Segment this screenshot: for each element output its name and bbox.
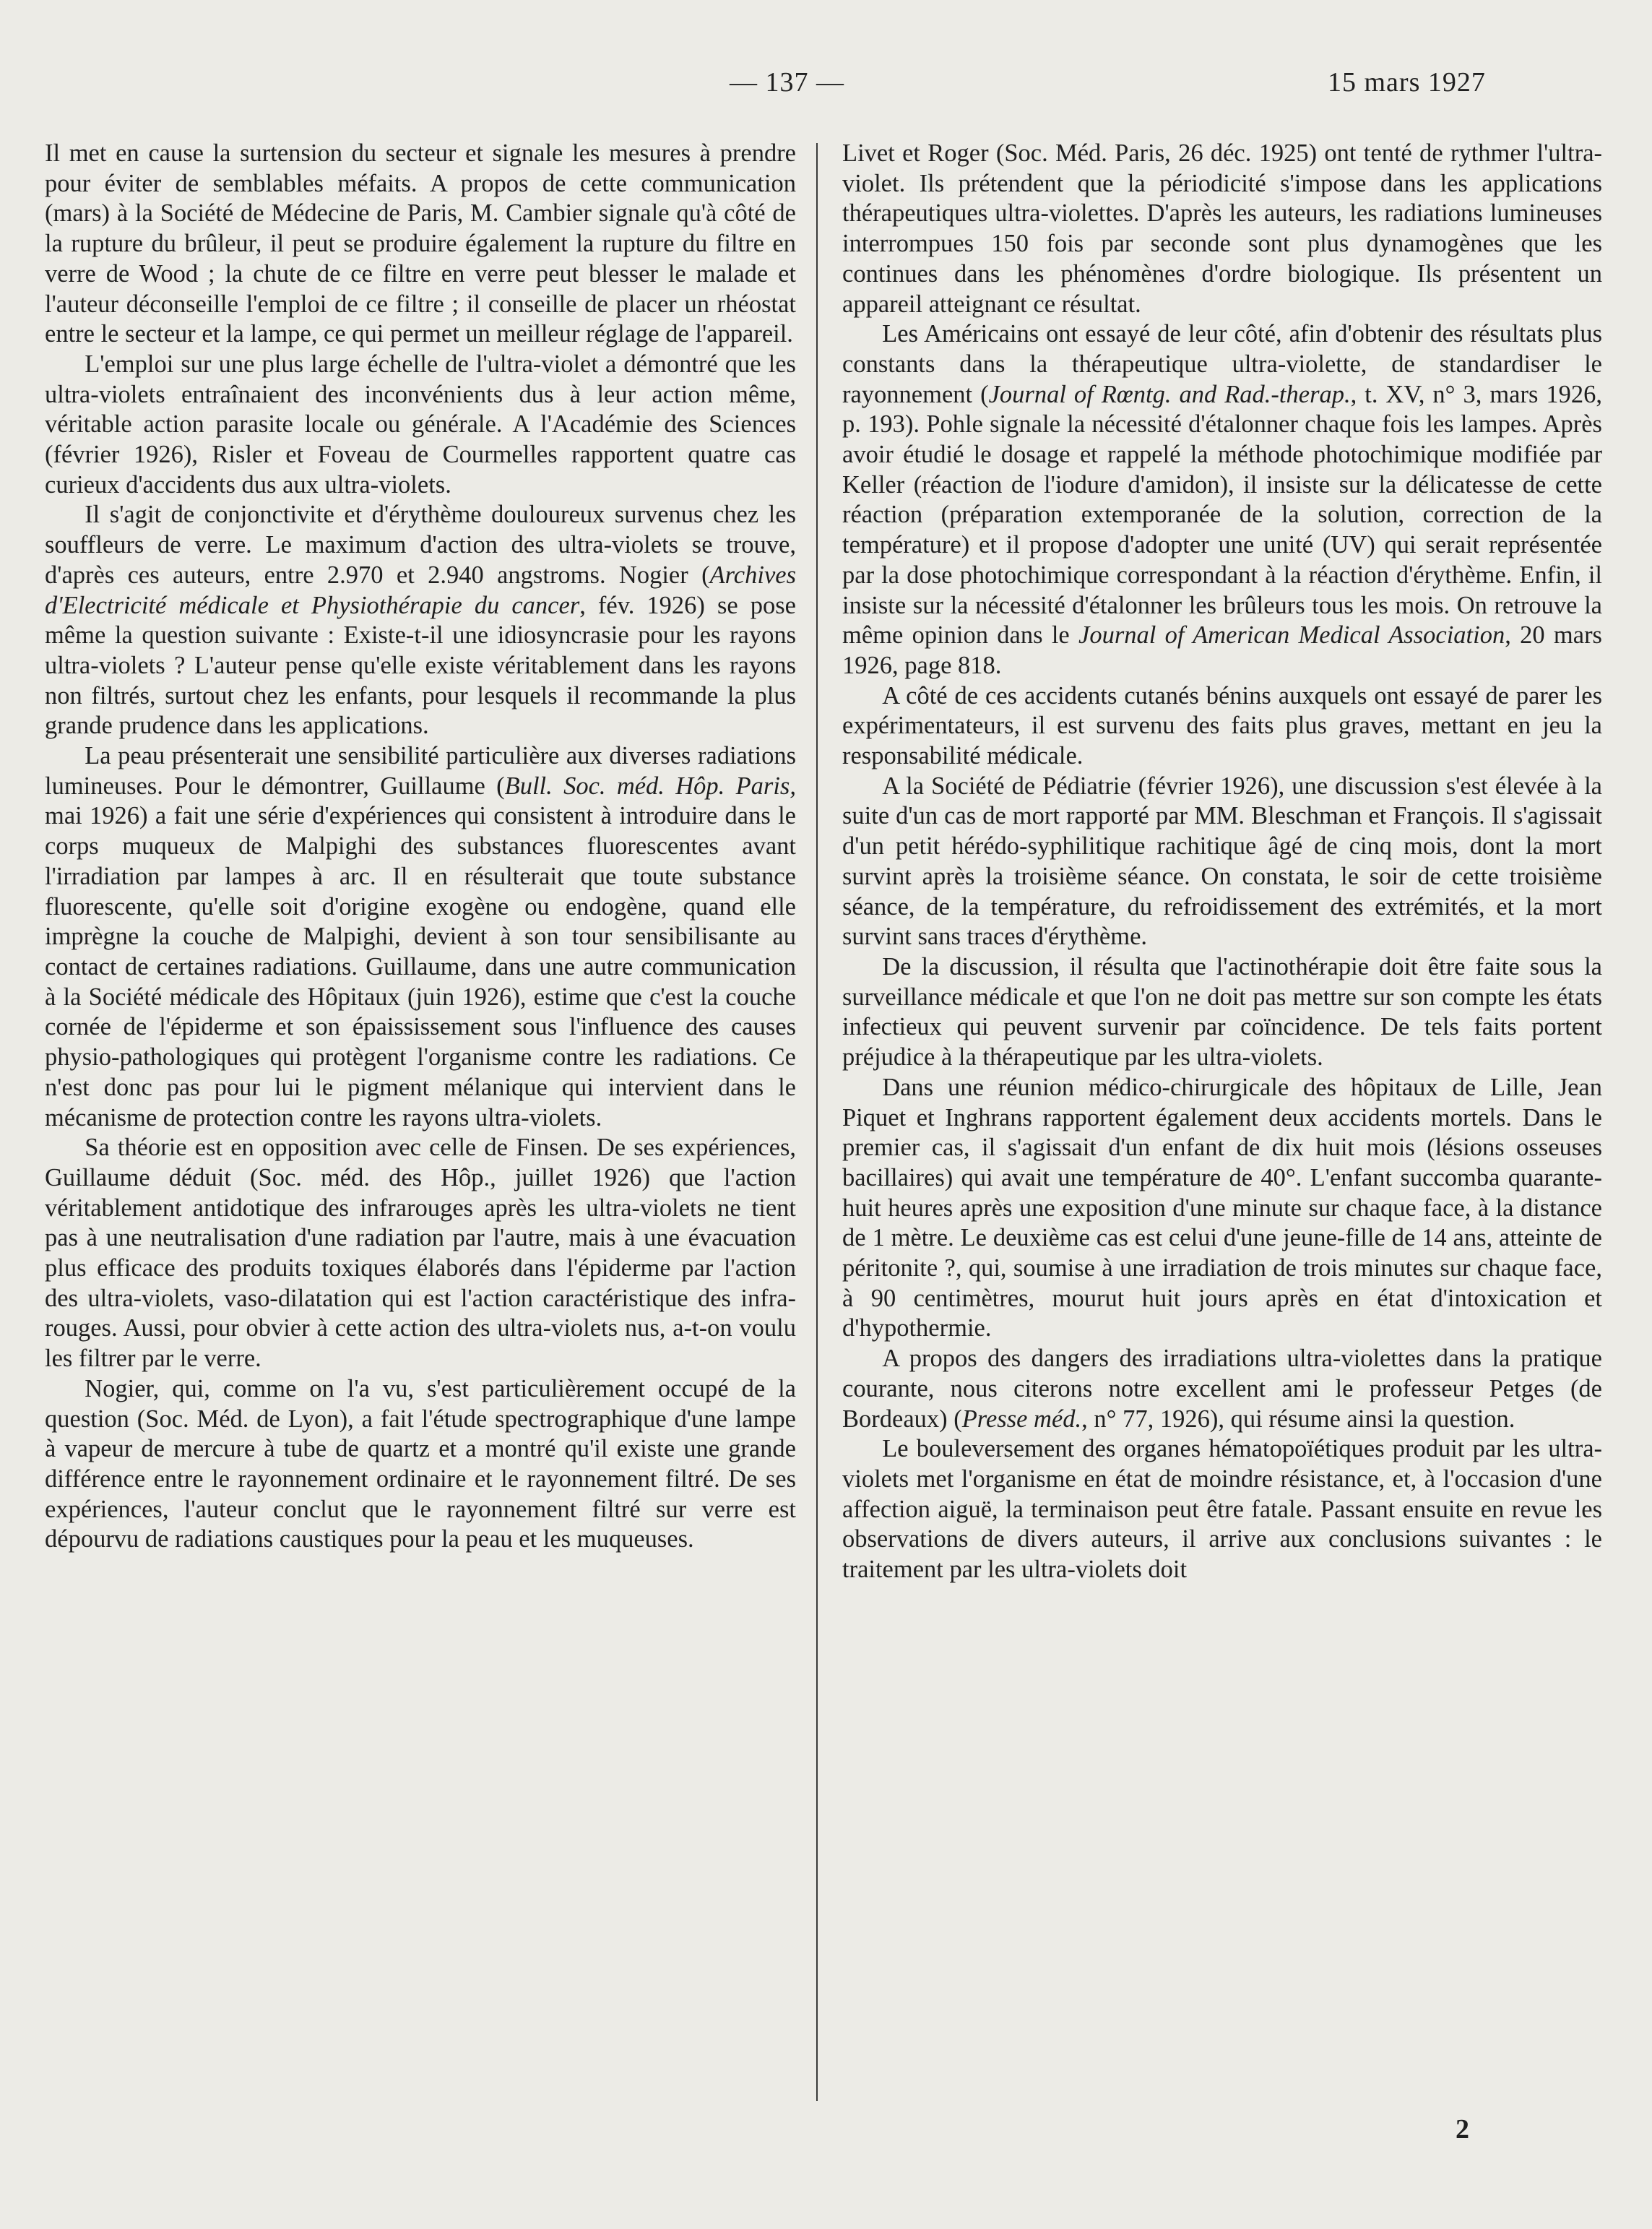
text-run: , 20 mars 1926, page 818.	[842, 621, 1602, 679]
text-run: Nogier, qui, comme on l'a vu, s'est particulièrement occupé de la question (Soc. Méd. de Lyon), a fait l'étude spectrographique d'une lampe à vapeur de mercure à tube de quartz et a montré qu'il existe une grande différence entre le rayonnement ordinaire et le rayonnement filtré. De ses expériences, l'auteur conclut que le rayonnement filtré sur verre est dépourvu de radiations caustiques pour la peau et les muqueuses.	[45, 1374, 796, 1553]
paragraph	[45, 1133, 796, 1374]
paragraph	[842, 772, 1602, 952]
header-date: 15 mars 1927	[1328, 67, 1486, 98]
page-number: — 137 —	[730, 67, 844, 98]
text-run: De la discussion, il résulta que l'actinothérapie doit être faite sous la surveillance médicale et que l'on ne doit pas mettre sur son compte les états infectieux qui peuvent survenir par coïncidence. De tels faits portent préjudice à la thérapeutique par les ultra-violets.	[842, 952, 1602, 1072]
citation-title: Journal of American Medical Association	[1078, 621, 1505, 650]
paragraph	[842, 681, 1602, 772]
citation-title: Bull. Soc. méd. Hôp. Paris,	[504, 772, 796, 800]
text-run: mai 1926) a fait une série d'expériences qui consistent à introduire dans le corps muqueux de Malpighi des substances fluorescentes avant l'irradiation par lampes à arc. Il en résulterait que toute substance fluorescente, qu'elle soit d'origine exogène ou endogène, quand elle imprègne la couche de Malpighi, devient à son tour sensibilisante au contact de certaines radiations. Guillaume, dans une autre communication à la Société médicale des Hôpitaux (juin 1926), estime que c'est la couche cornée de l'épiderme et son épaississement sous l'influence des causes physio-pathologiques qui protègent l'organisme contre les radiations. Ce n'est donc pas pour lui le pigment mélanique qui intervient dans le mécanisme de protection contre les rayons ultra-violets.	[45, 802, 796, 1131]
text-run: L'emploi sur une plus large échelle de l'ultra-violet a démontré que les ultra-violets entraînaient des inconvénients dus à leur action même, véritable action parasite locale ou générale. A l'Académie des Sciences (février 1926), Risler et Foveau de Courmelles rapportent quatre cas curieux d'accidents dus aux ultra-violets.	[45, 350, 796, 499]
paragraph	[45, 139, 796, 350]
left-column	[45, 139, 796, 1555]
text-run: A propos des dangers des irradiations ultra-violettes dans la pratique courante, nous citerons notre excellent ami le professeur Petges (de Bordeaux) (	[842, 1345, 1602, 1433]
paragraph	[45, 741, 796, 1133]
text-run: , n° 77, 1926), qui résume ainsi la question.	[1081, 1405, 1515, 1433]
column-divider	[816, 143, 818, 2101]
paragraph	[842, 1073, 1602, 1344]
text-run: A la Société de Pédiatrie (février 1926), une discussion s'est élevée à la suite d'un cas de mort rapporté par MM. Bleschman et François. Il s'agissait d'un petit hérédo-syphilitique rachitique âgé de cinq mois, dont la mort survint après la troisième séance. On constata, le soir de cette troisième séance, de la température, du refroidissement des extrémités, et la mort survint sans traces d'érythème.	[842, 772, 1602, 951]
paragraph	[842, 139, 1602, 319]
right-column	[842, 139, 1602, 1585]
citation-title: Presse méd.	[961, 1405, 1082, 1433]
text-run: Les Américains ont essayé de leur côté, afin d'obtenir des résultats plus constants dans la thérapeutique ultra-violette, de standardiser le rayonnement (	[842, 320, 1602, 408]
text-run: Il s'agit de conjonctivite et d'érythème douloureux survenus chez les souffleurs de verre. Le maximum d'action des ultra-violets se trouve, d'après ces auteurs, entre 2.970 et 2.940 angstroms. Nogier (	[45, 501, 796, 589]
citation-title: Journal of Rœntg. and Rad.-therap.	[988, 380, 1351, 408]
text-run: , fév. 1926) se pose même la question suivante : Existe-t-il une idiosyncrasie pour les rayons ultra-violets ? L'auteur pense qu'elle existe véritablement dans les rayons non filtrés, surtout chez les enfants, pour lesquels il recommande la plus grande prudence dans les applications.	[45, 591, 796, 740]
paragraph	[842, 1344, 1602, 1434]
citation-title: Archives d'Electricité médicale et Physiothérapie du cancer	[45, 561, 796, 619]
paragraph	[842, 1434, 1602, 1585]
sheet-number: 2	[1456, 2114, 1469, 2144]
text-run: Dans une réunion médico-chirurgicale des hôpitaux de Lille, Jean Piquet et Inghrans rapportent également deux accidents mortels. Dans le premier cas, il s'agissait d'un enfant de dix huit mois (lésions osseuses bacillaires) qui avait une température de 40°. L'enfant succomba quarante-huit heures après une exposition d'une minute sur chaque face, à la distance de 1 mètre. Le deuxième cas est celui d'une jeune-fille de 14 ans, atteinte de péritonite ?, qui, soumise à une irradiation de trois minutes sur chaque face, à 90 centimètres, mourut huit jours après en état d'intoxication et d'hypothermie.	[842, 1073, 1602, 1342]
text-run: A côté de ces accidents cutanés bénins auxquels ont essayé de parer les expérimentateurs, il est survenu des faits plus graves, mettant en jeu la responsabilité médicale.	[842, 681, 1602, 770]
paragraph	[842, 319, 1602, 681]
text-run: , t. XV, n° 3, mars 1926, p. 193). Pohle signale la nécessité d'étalonner chaque fois les lampes. Après avoir étudié le dosage et rappelé la méthode photochimique modifiée par Keller (réaction de l'iodure d'amidon), il insiste sur la délicatesse de cette réaction (préparation extemporanée de la solution, correction de la température) et il propose d'adopter une unité (UV) qui serait représentée par la dose photochimique correspondant à la réaction d'érythème. Enfin, il insiste sur la nécessité d'étalonner les brûleurs tous les mois. On retrouve la même opinion dans le	[842, 380, 1603, 650]
paragraph	[45, 350, 796, 501]
paragraph	[45, 1374, 796, 1555]
text-run: Sa théorie est en opposition avec celle de Finsen. De ses expériences, Guillaume déduit (Soc. méd. des Hôp., juillet 1926) que l'action véritablement antidotique des infrarouges après les ultra-violets ne tient pas à une neutralisation d'une radiation par l'autre, mais à une évacuation plus efficace des produits toxiques élaborés dans l'épiderme par l'action des ultra-violets, vaso-dilatation qui est l'action caractéristique des infra-rouges. Aussi, pour obvier à cette action des ultra-violets nus, a-t-on voulu les filtrer par le verre.	[45, 1134, 796, 1373]
text-run: Il met en cause la surtension du secteur et signale les mesures à prendre pour éviter de semblables méfaits. A propos de cette communication (mars) à la Société de Médecine de Paris, M. Cambier signale qu'à côté de la rupture du brûleur, il peut se produire également la rupture du filtre en verre de Wood ; la chute de ce filtre en verre peut blesser le malade et l'auteur déconseille l'emploi de ce filtre ; il conseille de placer un rhéostat entre le secteur et la lampe, ce qui permet un meilleur réglage de l'appareil.	[45, 139, 796, 348]
paragraph	[45, 500, 796, 741]
text-run: La peau présenterait une sensibilité particulière aux diverses radiations lumineuses. Pour le démontrer, Guillaume (	[45, 742, 796, 800]
text-run: Le bouleversement des organes hématopoïétiques produit par les ultra-violets met l'organisme en état de moindre résistance, et, à l'occasion d'une affection aiguë, la terminaison peut être fatale. Passant ensuite en revue les observations de divers auteurs, il arrive aux conclusions suivantes : le traitement par les ultra-violets doit	[842, 1435, 1602, 1584]
paragraph	[842, 952, 1602, 1073]
text-run: Livet et Roger (Soc. Méd. Paris, 26 déc. 1925) ont tenté de rythmer l'ultra-violet. Ils prétendent que la périodicité s'impose dans les applications thérapeutiques ultra-violettes. D'après les auteurs, les radiations lumineuses interrompues 150 fois par seconde sont plus dynamogènes que les continues dans les phénomènes d'ordre biologique. Ils présentent un appareil atteignant ce résultat.	[842, 139, 1602, 318]
